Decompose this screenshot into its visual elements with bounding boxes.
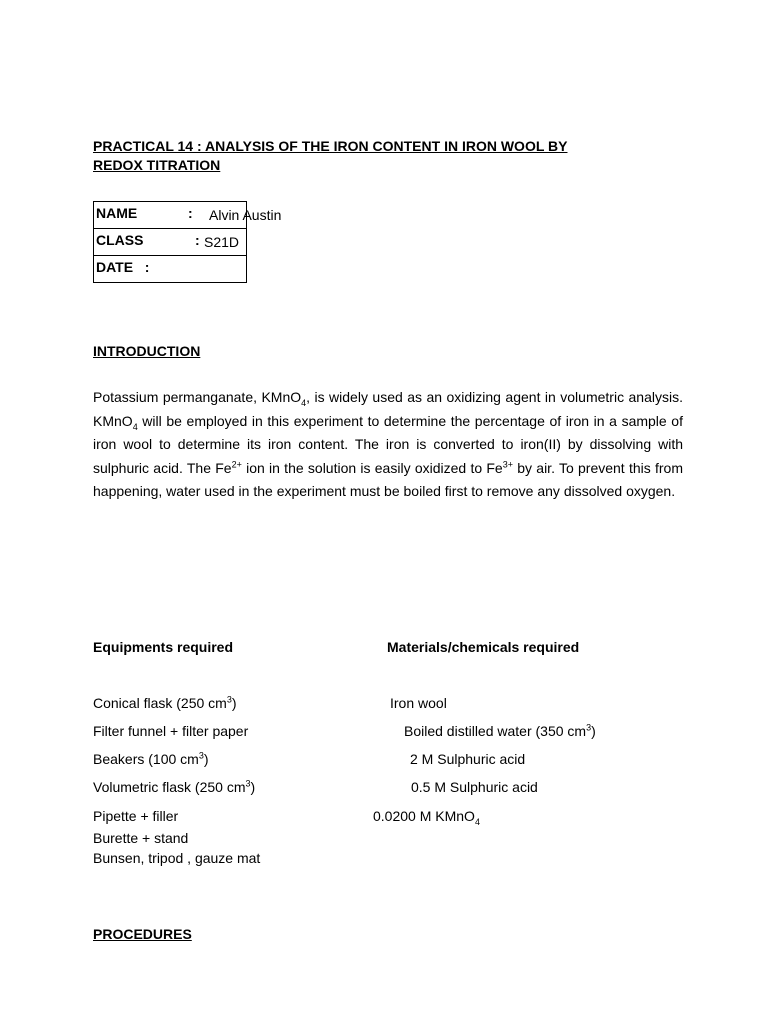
class-value: S21D: [204, 234, 240, 250]
name-value: Alvin Austin: [209, 207, 282, 223]
date-label: DATE :: [96, 259, 150, 275]
name-cell: [94, 202, 282, 229]
equipment-item: Pipette + filler: [93, 808, 179, 824]
name-label: NAME: [96, 205, 138, 221]
intro-text-3: will be employed in this experiment to determine the percentage of iron in a sample of iron wool to determine its iron content. The iron is converted to iron(II) by dissolving with sulphuric acid. The Fe: [93, 412, 683, 476]
name-colon: :: [188, 205, 193, 221]
introduction-paragraph: [93, 386, 683, 504]
class-row: [94, 229, 247, 256]
materials-heading: Materials/chemicals required: [387, 639, 580, 655]
intro-sup-1: 2+: [231, 458, 242, 469]
equipment-item: Bunsen, tripod , gauze mat: [93, 850, 261, 866]
date-cell: [94, 256, 247, 283]
intro-text-4: ion in the solution is easily oxidized to Fe: [241, 459, 503, 476]
equipment-item: Filter funnel + filter paper: [93, 723, 249, 739]
intro-sub-1: 4: [301, 397, 307, 408]
practical-title-line-2: REDOX TITRATION: [93, 157, 221, 173]
procedures-heading: PROCEDURES: [93, 926, 192, 942]
introduction-heading: INTRODUCTION: [93, 343, 201, 359]
class-label: CLASS: [96, 232, 144, 248]
material-item: Iron wool: [390, 695, 447, 711]
intro-sub-2: 4: [132, 421, 138, 432]
student-info-table: [93, 201, 282, 283]
material-item: 0.0200 M KMnO$_4$: [373, 808, 480, 827]
equipment-item: Beakers (100 $cm^3$): [93, 750, 209, 767]
intro-text-5: by air. To prevent this from happening, water used in the experiment must be boiled first to remove any dissolved oxygen.: [93, 459, 683, 499]
equipments-heading: Equipments required: [93, 639, 234, 655]
equipment-item: Volumetric flask (250 $cm^3$): [93, 778, 256, 795]
equipment-item: Burette + stand: [93, 830, 189, 846]
intro-sup-2: 3+: [502, 458, 513, 469]
material-item: Boiled distilled water (350 $cm^3$): [404, 722, 596, 739]
name-row: [94, 202, 247, 229]
material-item: 0.5 M Sulphuric acid: [411, 779, 538, 795]
intro-text-1: Potassium permanganate, KMnO: [93, 389, 302, 405]
intro-text-2: , is widely used as an oxidizing agent in volumetric analysis. KMnO: [93, 389, 683, 429]
date-row: [94, 256, 247, 283]
class-colon: :: [195, 232, 200, 248]
practical-title-line-1: PRACTICAL 14 : ANALYSIS OF THE IRON CONTENT IN IRON WOOL BY: [93, 138, 568, 154]
class-cell: [94, 229, 247, 256]
equipment-item: Conical flask (250 $cm^3$): [93, 694, 237, 711]
material-item: 2 M Sulphuric acid: [410, 751, 526, 767]
